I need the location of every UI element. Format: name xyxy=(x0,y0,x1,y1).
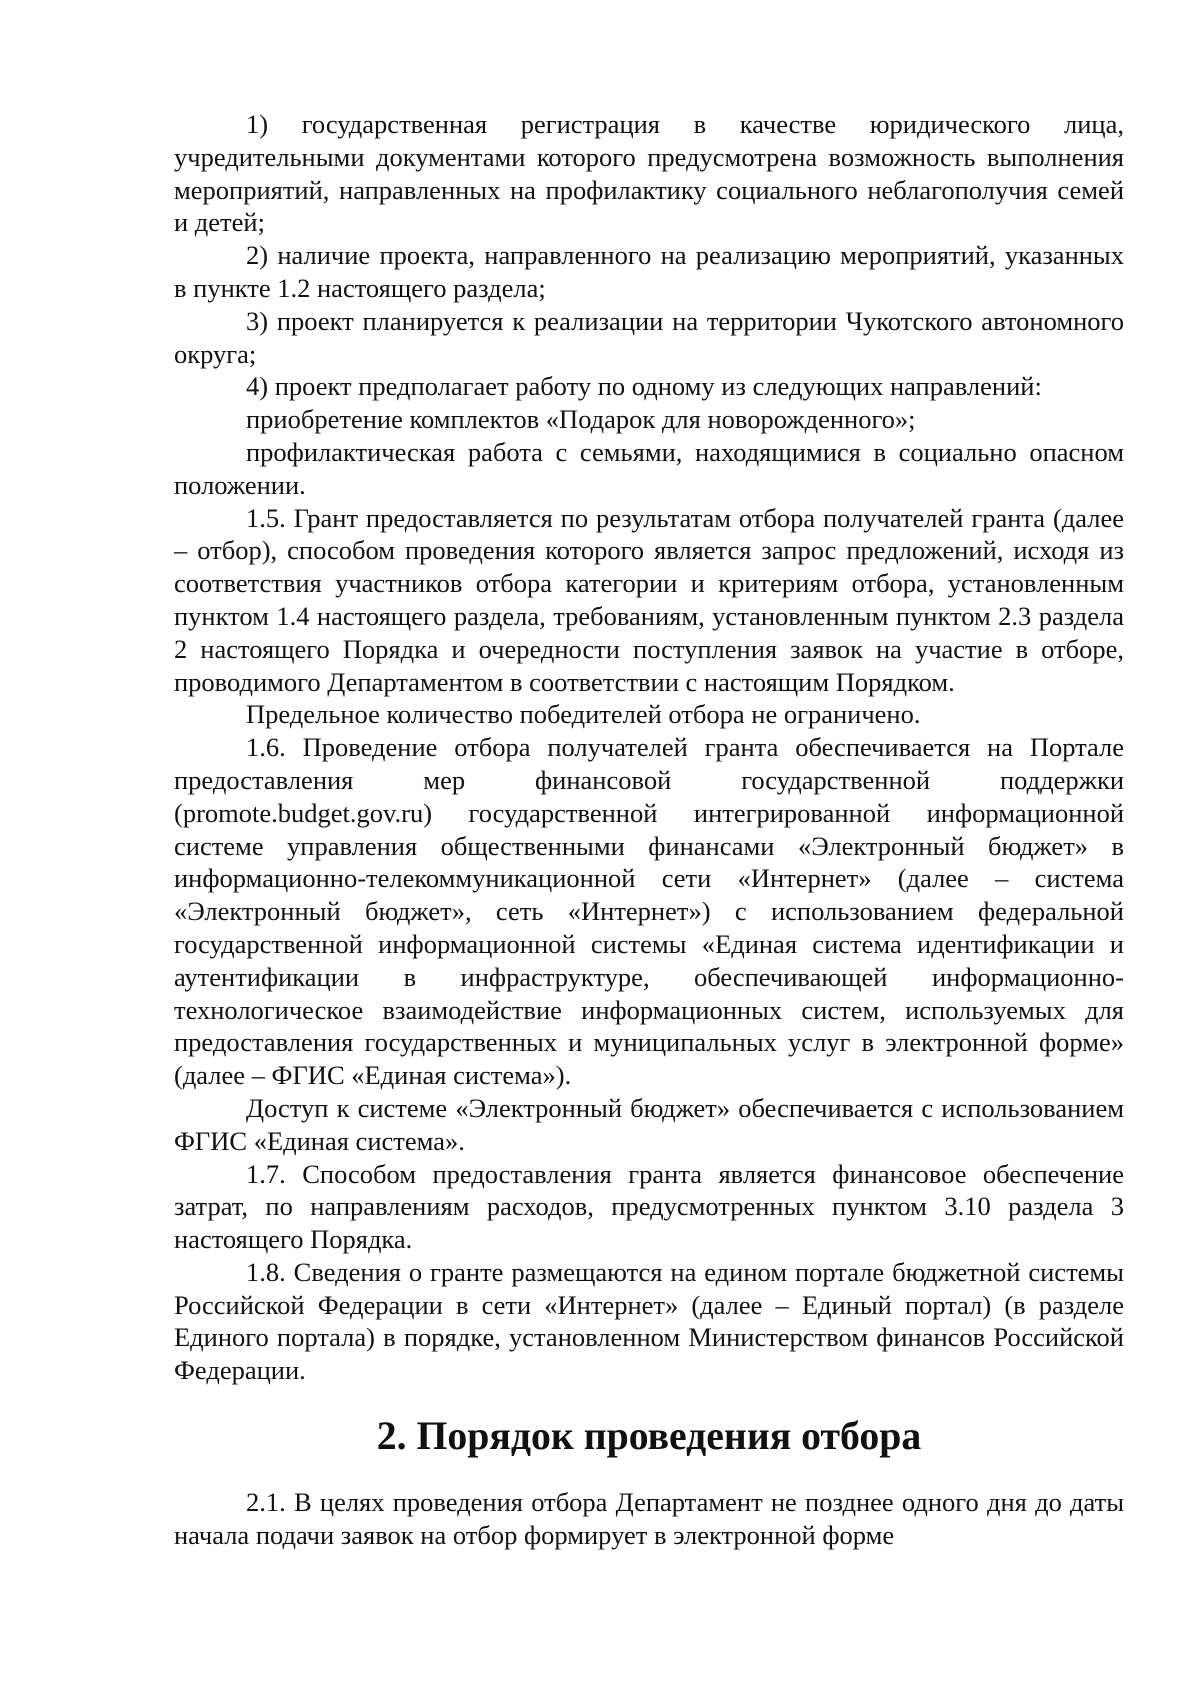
paragraph-direction-prevention: профилактическая работа с семьями, находящимися в социально опасном положении. xyxy=(174,436,1124,500)
paragraph-1-6: 1.6. Проведение отбора получателей гранта обеспечивается на Портале предоставления мер финансовой государственной поддержки (promote.budget.gov.ru) государственной интегрированной информационной системе управления общественными финансами «Электронный бюджет» в информационно-телекоммуникационной сети «Интернет» (далее – система «Электронный бюджет», сеть «Интернет») с использованием федеральной государственной информационной системы «Единая система идентификации и аутентификации в инфраструктуре, обеспечивающей информационно-технологическое взаимодействие информационных систем, используемых для предоставления государственных и муниципальных услуг в электронной форме» (далее – ФГИС «Единая система»). xyxy=(174,732,1124,1091)
paragraph-item-2: 2) наличие проекта, направленного на реализацию мероприятий, указанных в пункте 1.2 настоящего раздела; xyxy=(174,240,1124,303)
paragraph-item-3: 3) проект планируется к реализации на территории Чукотского автономного округа; xyxy=(174,305,1124,369)
paragraph-item-4: 4) проект предполагает работу по одному из следующих направлений: xyxy=(246,371,1042,402)
section-heading: 2. Порядок проведения отбора xyxy=(376,1414,922,1459)
paragraph-winners-limit: Предельное количество победителей отбора не ограничено. xyxy=(246,699,921,730)
paragraph-direction-gift: приобретение комплектов «Подарок для новорожденного»; xyxy=(246,404,916,435)
paragraph-1-8: 1.8. Сведения о гранте размещаются на едином портале бюджетной системы Российской Федерации в сети «Интернет» (далее – Единый портал) (в разделе Единого портала) в порядке, установленном Министерством финансов Российской Федерации. xyxy=(174,1256,1124,1386)
paragraph-1-7: 1.7. Способом предоставления гранта является финансовое обеспечение затрат, по направлениям расходов, предусмотренных пунктом 3.10 раздела 3 настоящего Порядка. xyxy=(174,1158,1124,1255)
paragraph-2-1: 2.1. В целях проведения отбора Департамент не позднее одного дня до даты начала подачи заявок на отбор формирует в электронной форме xyxy=(174,1486,1124,1550)
paragraph-1-5: 1.5. Грант предоставляется по результатам отбора получателей гранта (далее – отбор), способом проведения которого является запрос предложений, исходя из соответствия участников отбора категории и критериям отбора, установленным пунктом 1.4 настоящего раздела, требованиям, установленным пунктом 2.3 раздела 2 настоящего Порядка и очередности поступления заявок на участие в отборе, проводимого Департаментом в соответствии с настоящим Порядком. xyxy=(174,502,1124,697)
paragraph-access: Доступ к системе «Электронный бюджет» обеспечивается с использованием ФГИС «Единая система». xyxy=(174,1092,1124,1156)
document-page xyxy=(174,108,1124,1551)
paragraph-item-1: 1) государственная регистрация в качестве юридического лица, учредительными документами которого предусмотрена возможность выполнения мероприятий, направленных на профилактику социального неблагополучия семей и детей; xyxy=(174,109,1124,238)
